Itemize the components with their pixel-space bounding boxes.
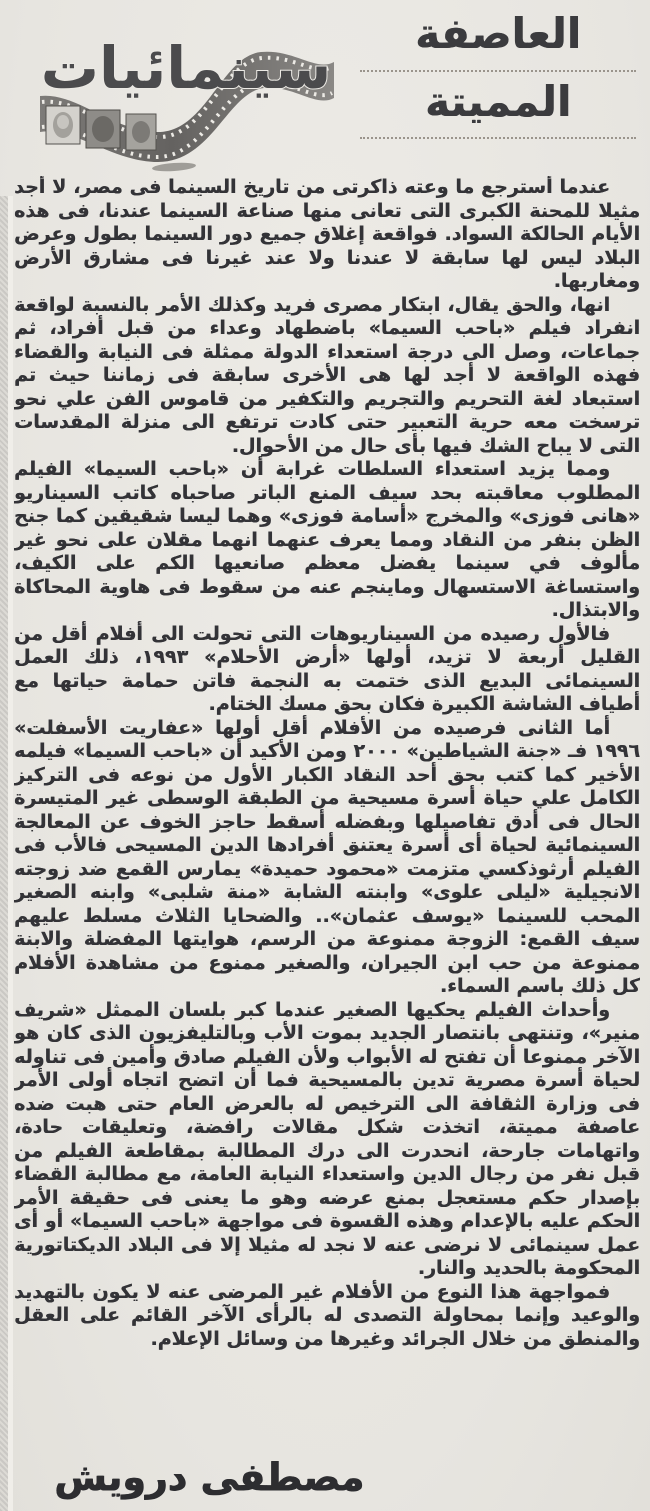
paragraph: وأحداث الفيلم يحكيها الصغير عندما كبر بلسان الممثل «شريف منير»، وتنتهى بانتصار الجديد بموت الأب وبالتليفزيون الذى كان هو الآخر ممنوعا أن تفتح له الأبواب ولأن الفيلم صادق وأمين فى تناوله لحياة أسرة مصرية تدين بالمسيحية فما أن اتضح اتجاه أولى الأمر فى وزارة الثقافة الى الترخيص له بالعرض العام حتى هبت ضده عاصفة مميتة، اتخذت شكل مقالات رافضة، وتعليقات حادة، واتهامات جارحة، انحدرت الى درك المطالبة بمقاطعة الفيلم من قبل نفر من رجال الدين واستعداء النيابة العامة، مع مطالبة القضاء بإصدار حكم مستعجل بمنع عرضه وهو ما يعنى فى حقيقة الأمر الحكم عليه بالإعدام وهذه القسوة فى مواجهة «باحب السيما» أو أى عمل سينمائى لا نرضى عنه لا نجد له مثيلا إلا فى البلاد الديكتاتورية المحكومة بالحديد والنار.: [14, 998, 640, 1279]
dotted-divider: [360, 70, 636, 72]
column-title-block: [354, 6, 642, 143]
masthead: [0, 0, 650, 172]
author-signature: مصطفى درويش: [54, 1455, 364, 1499]
paragraph: ومما يزيد استعداء السلطات غرابة أن «باحب السيما» الفيلم المطلوب معاقبته بحد سيف المنع الباتر صاحباه كاتب السيناريو «هانى فوزى» والمخرج «أسامة فوزى» وهما ليسا شقيقين كما جنح الظن بنفر من النقاد ومما يعرف عنهما انهما مقلان على نحو غير مألوف في سينما يفضل معظم صانعيها الكم على الكيف، واستساغة الاستسهال وماينجم عنه من سقوط فى هاوية المحاكاة والابتذال.: [14, 458, 640, 621]
cinema-column-logo: [4, 6, 354, 166]
dotted-divider: [360, 137, 636, 139]
paragraph: عندما أسترجع ما وعته ذاكرتى من تاريخ السينما فى مصر، لا أجد مثيلا للمحنة الكبرى التى تعانى منها صناعة السينما عندنا، فى هذه الأيام الحالكة السواد. فواقعة إغلاق جميع دور السينما بطول وعرض البلاد ليس لها سابقة لا عندنا ولا عند غيرنا فى مشارق الأرض ومغاربها.: [14, 176, 640, 292]
column-title-line2: المميتة: [424, 76, 572, 126]
film-strip-icon: [36, 10, 336, 168]
paragraph: فمواجهة هذا النوع من الأفلام غير المرضى عنه لا يكون بالتهديد والوعيد وإنما بمحاولة التصدى له بالرأى الآخر القائم على العقل والمنطق من خلال الجرائد وغيرها من وسائل الإعلام.: [14, 1280, 640, 1350]
column-title-line1: العاصفة: [415, 9, 581, 58]
paragraph: فالأول رصيده من السيناريوهات التى تحولت الى أفلام أقل من القليل أربعة لا تزيد، أولها «أرض الأحلام» ١٩٩٣، ذلك العمل السينمائى البديع الذى ختمت به النجمة فاتن حمامة حياتها مع أطياف الشاشة الكبيرة فكان بحق مسك الختام.: [14, 622, 640, 715]
logo-word: سينمائيات: [40, 34, 332, 102]
film-frames: [46, 106, 156, 150]
paragraph: انها، والحق يقال، ابتكار مصرى فريد وكذلك الأمر بالنسبة لواقعة انفراد فيلم «باحب السيما» باضطهاد وعداء من قبل أفراد، ثم جماعات، وصل الى درجة استعداء الدولة ممثلة فى النيابة والقضاء فهذه الواقعة لا أجد لها هى الأخرى سابقة فى زماننا حيث تم استبعاد لغة التحريم والتجريم والتكفير من قاموس الفن علي نحو ترسخت معه حرية التعبير حتى كادت ترتفع الى منزلة المقدسات التى لا يباح الشك فيها بأى حال من الأحوال.: [14, 293, 640, 457]
scan-edge-gap: [8, 196, 13, 1511]
paragraph: أما الثانى فرصيده من الأفلام أقل أولها «عفاريت الأسفلت» ١٩٩٦ فـ «جنة الشياطين» ٢٠٠٠ ومن الأكيد أن «باحب السيما» فيلمه الأخير كما كتب بحق أحد النقاد الكبار الأول من نوعه فى التركيز الكامل علي حياة أسرة مسيحية من الطبقة الوسطى غير المتيسرة الحال فى أدق تفاصيلها وبفضله أسقط حاجز الخوف عن المعالجة السينمائية لحياة أى أسرة يعتنق أفرادها الدين المسيحى فالأب فى الفيلم أرثوذكسي متزمت «محمود حميدة» يمارس القمع ضد زوجته الانجيلية «ليلى علوى» وابنته الشابة «منة شلبى» وابنه الصغير المحب للسينما «يوسف عثمان».. والضحايا الثلاث مسلط عليهم سيف القمع: الزوجة ممنوعة من الرسم، هوايتها المفضلة والابنة ممنوعة من حب ابن الجيران، والصغير ممنوع من مشاهدة الأفلام كل ذلك باسم السماء.: [14, 716, 640, 997]
scan-edge-texture: [0, 196, 8, 1511]
article-body: [14, 176, 640, 1446]
